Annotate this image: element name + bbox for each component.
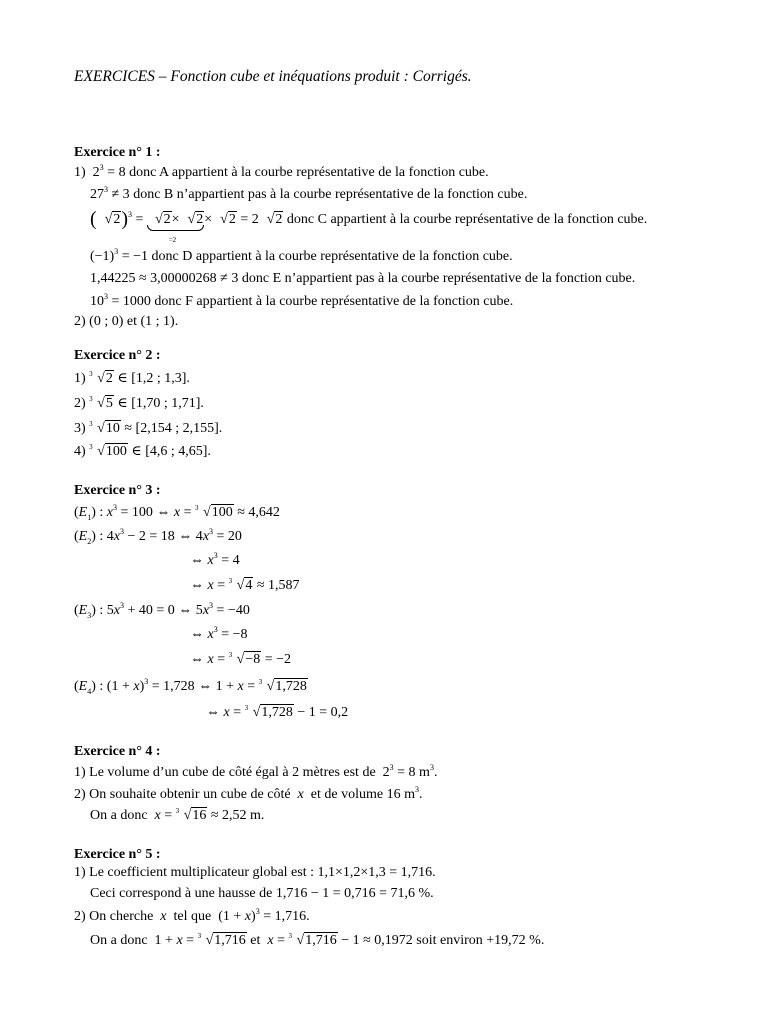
exercise-3-heading: Exercice n° 3 : [74,483,161,498]
exercise-5-heading: Exercice n° 5 : [74,847,161,862]
exercise-2-heading: Exercice n° 2 : [74,348,161,363]
ex1-line-2 [90,186,527,204]
ex5-text-4-end: soit environ +19,72 %. [416,933,545,948]
ex2-item-number: 1) [74,371,86,386]
ex4-text-2b: et de volume 16 m [310,787,415,802]
ex2-radicand: 100 [105,444,127,459]
ex5-text-3b: tel que [173,909,212,924]
ex1-line-5 [90,270,635,288]
ex1-item-number: 1) [74,165,86,180]
ex5-line-3: 2) On cherche x tel que $(1 + x)^3 = 1,716$. [74,907,310,924]
ex3-eq-2: $(E_2)$ : $4x^3 - 2 = 18$ ⇔ $4x^3 = 20$ [74,527,242,546]
ex2-item-1: 1) 3 √2 ∈ [1,2 ; 1,3]. [74,370,190,386]
ex2-interval: ∈ [1,70 ; 1,71]. [117,396,204,411]
ex2-interval: ≈ [2,154 ; 2,155]. [124,421,223,436]
ex5-text-3: 2) On cherche [74,909,154,924]
ex4-line-1: 1) Le volume d’un cube de côté égal à 2 mètres est de $2^3 = 8$ $m^3$. [74,763,438,780]
ex5-text-2: Ceci correspond à une hausse de [90,886,273,901]
ex1-line-3 [90,208,648,244]
ex1-line-1 [74,164,489,182]
ex2-radicand: 2 [105,371,113,386]
ex1-math-6: $10^3 = 1000$ [90,292,151,309]
ex3-eq-3-step-3: ⇔ x = 3 √−8 = −2 [190,651,292,667]
ex1-text-5: donc E n’appartient pas à la courbe représentative de la fonction cube. [241,271,636,286]
ex1-text-3: donc C appartient à la courbe représentative de la fonction cube. [286,212,648,227]
ex3-eq-2-step-2: ⇔ $x^3 = 4$ [190,551,240,568]
ex2-item-number: 3) [74,421,86,436]
ex5-line-1 [74,864,436,882]
ex3-eq-2-step-3: ⇔ x = 3 √4 ≈ 1,587 [190,577,300,593]
exercise-4-heading: Exercice n° 4 : [74,744,161,759]
ex2-interval: ∈ [1,2 ; 1,3]. [117,371,190,386]
ex2-item-3: 3) 3 √10 ≈ [2,154 ; 2,155]. [74,420,223,436]
ex1-math-5: 1,44225 ≈ 3,00000268 ≠ 3 [90,271,239,286]
ex2-item-number: 2) [74,396,86,411]
ex1-math-4: $(-1)^3 = -1$ [90,247,149,264]
ex1-line-6 [90,293,513,311]
ex3-eq-3: $(E_3)$ : $5x^3 + 40 = 0$ ⇔ $5x^3 = -40$ [74,601,250,620]
ex1-text-4: donc D appartient à la courbe représentative de la fonction cube. [151,249,513,264]
ex3-eq-4: $(E_4)$ : $(1 + x)^3 = 1,728$ ⇔ 1 + x = 3 √1,728 [74,677,307,696]
ex5-text-4-et: et [250,933,261,948]
ex3-eq-3-step-2: ⇔ $x^3 = -8$ [190,625,248,642]
ex1-underbrace-label: =2 [168,236,177,244]
ex2-item-number: 4) [74,444,86,459]
ex5-line-4: On a donc 1 + x = 3 √1,716 et x = 3 √1,716 − 1 ≈ 0,1972 soit environ +19,72 %. [90,932,545,948]
ex1-math-3: ( √2)$^3$ = √2× √2 =2 × √2 = 2 √2 [90,212,283,227]
ex4-text-2: 2) On souhaite obtenir un cube de côté [74,787,291,802]
ex3-eq-4-step-2: ⇔ x = 3 √1,728 − 1 = 0,2 [206,704,349,720]
ex2-item-4: 4) 3 √100 ∈ [4,6 ; 4,65]. [74,443,211,459]
ex5-math-2: 1,716 − 1 = 0,716 = 71,6 %. [275,886,434,901]
ex4-line-2: 2) On souhaite obtenir un cube de côté x et de volume 16 $m^3$. [74,785,423,802]
ex1-text-6: donc F appartient à la courbe représentative de la fonction cube. [154,294,514,309]
page-title: EXERCICES – Fonction cube et inéquations produit : Corrigés. [74,68,472,85]
ex1-text-1: donc A appartient à la courbe représentative de la fonction cube. [129,165,489,180]
ex2-interval: ∈ [4,6 ; 4,65]. [131,444,211,459]
ex1-math-2: $27^3 \ne 3$ [90,185,130,202]
ex4-text-1: 1) Le volume d’un cube de côté égal à 2 mètres est de [74,765,376,780]
ex2-radicand: 5 [105,396,113,411]
ex5-math-1: 1,1×1,2×1,3 = 1,716. [317,865,436,880]
ex5-text-1: 1) Le coefficient multiplicateur global est : [74,865,314,880]
ex1-line-7: 2) (0 ; 0) et (1 ; 1). [74,314,179,329]
ex3-eq-1: $(E_1)$ : $x^3 = 100$ ⇔ x = 3 √100 ≈ 4,642 [74,503,280,522]
ex2-radicand: 10 [105,421,120,436]
ex1-text-2: donc B n’appartient pas à la courbe représentative de la fonction cube. [133,187,528,202]
ex4-text-3: On a donc [90,808,148,823]
ex5-text-4: On a donc [90,933,148,948]
exercise-1-heading: Exercice n° 1 : [74,145,161,160]
ex1-line-4 [90,248,513,266]
ex2-item-2: 2) 3 √5 ∈ [1,70 ; 1,71]. [74,395,204,411]
ex5-line-2 [90,885,434,903]
ex4-line-3: On a donc x = 3 √16 ≈ 2,52 m. [90,807,265,823]
ex1-math-1: $2^3 = 8$ [89,163,126,180]
